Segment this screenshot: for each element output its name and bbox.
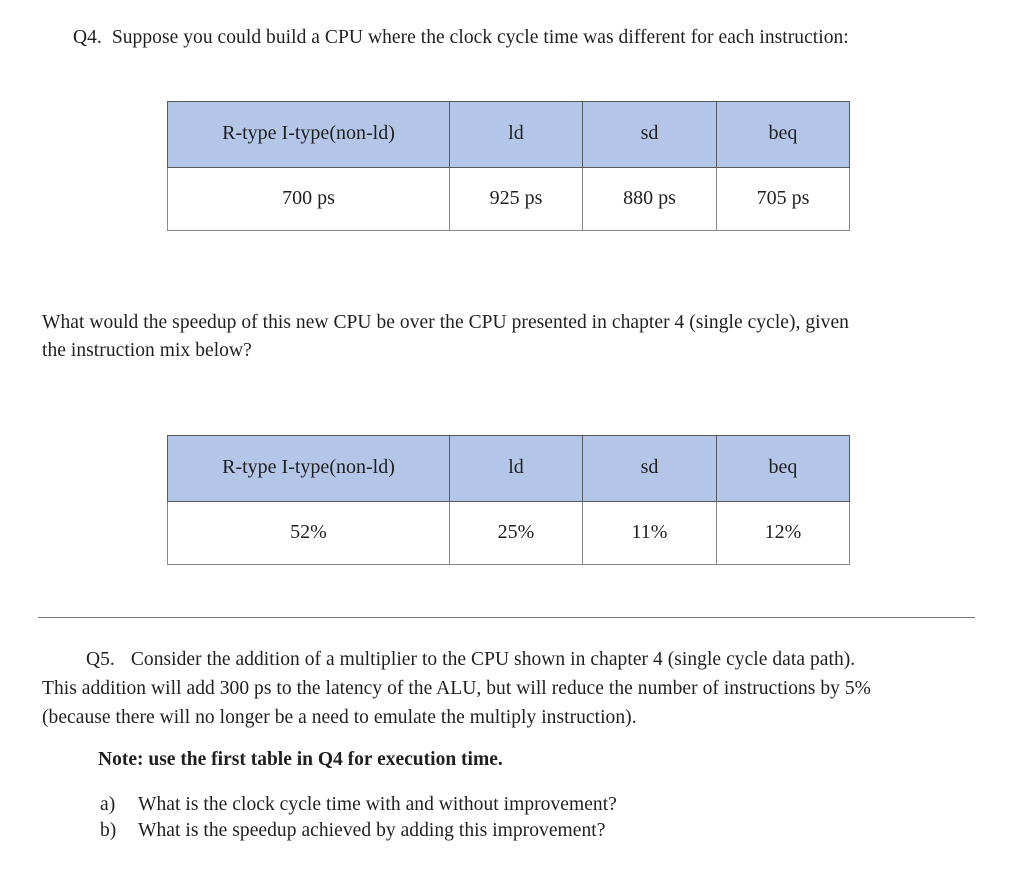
instruction-mix-table xyxy=(167,435,850,565)
list-item xyxy=(100,792,617,818)
latency-header-beq: beq xyxy=(717,102,850,168)
mix-value-rtype: 52% xyxy=(168,502,450,565)
q5-line3: (because there will no longer be a need to emulate the multiply instruction). xyxy=(42,707,637,728)
q5-note: Note: use the first table in Q4 for execution time. xyxy=(98,749,503,770)
mix-header-ld: ld xyxy=(450,436,583,502)
q4-question-line2: the instruction mix below? xyxy=(42,340,252,361)
q4-question-line1: What would the speedup of this new CPU be over the CPU presented in chapter 4 (single cycle), given xyxy=(42,312,849,333)
latency-table xyxy=(167,101,850,231)
latency-header-rtype: R-type I-type(non-ld) xyxy=(168,102,450,168)
mix-value-ld: 25% xyxy=(450,502,583,565)
q4-number: Q4. xyxy=(73,27,102,48)
list-marker-b: b) xyxy=(100,820,117,841)
section-divider xyxy=(38,617,975,618)
latency-value-beq: 705 ps xyxy=(717,168,850,231)
mix-header-rtype: R-type I-type(non-ld) xyxy=(168,436,450,502)
q4-question xyxy=(42,309,849,365)
list-marker-a: a) xyxy=(100,794,116,815)
mix-header-beq: beq xyxy=(717,436,850,502)
q5-line1 xyxy=(42,645,871,674)
mix-value-beq: 12% xyxy=(717,502,850,565)
mix-table-value-row xyxy=(168,502,850,565)
list-text-a: What is the clock cycle time with and without improvement? xyxy=(138,794,617,815)
q4-text: Suppose you could build a CPU where the clock cycle time was different for each instruction: xyxy=(111,27,849,48)
list-item xyxy=(100,818,617,844)
mix-header-sd: sd xyxy=(583,436,717,502)
q5-line1-text: Consider the addition of a multiplier to the CPU shown in chapter 4 (single cycle data path). xyxy=(130,649,856,670)
mix-value-sd: 11% xyxy=(583,502,717,565)
q5-paragraph xyxy=(42,645,871,732)
latency-value-ld: 925 ps xyxy=(450,168,583,231)
latency-header-sd: sd xyxy=(583,102,717,168)
list-text-b: What is the speedup achieved by adding this improvement? xyxy=(138,820,606,841)
latency-value-rtype: 700 ps xyxy=(168,168,450,231)
q5-number: Q5. xyxy=(86,649,115,670)
q5-subquestions xyxy=(100,792,617,844)
latency-table-header-row xyxy=(168,102,850,168)
mix-table-header-row xyxy=(168,436,850,502)
latency-table-value-row xyxy=(168,168,850,231)
latency-value-sd: 880 ps xyxy=(583,168,717,231)
q4-heading xyxy=(73,27,849,49)
q5-line2: This addition will add 300 ps to the latency of the ALU, but will reduce the number of instructions by 5% xyxy=(42,678,871,699)
latency-header-ld: ld xyxy=(450,102,583,168)
